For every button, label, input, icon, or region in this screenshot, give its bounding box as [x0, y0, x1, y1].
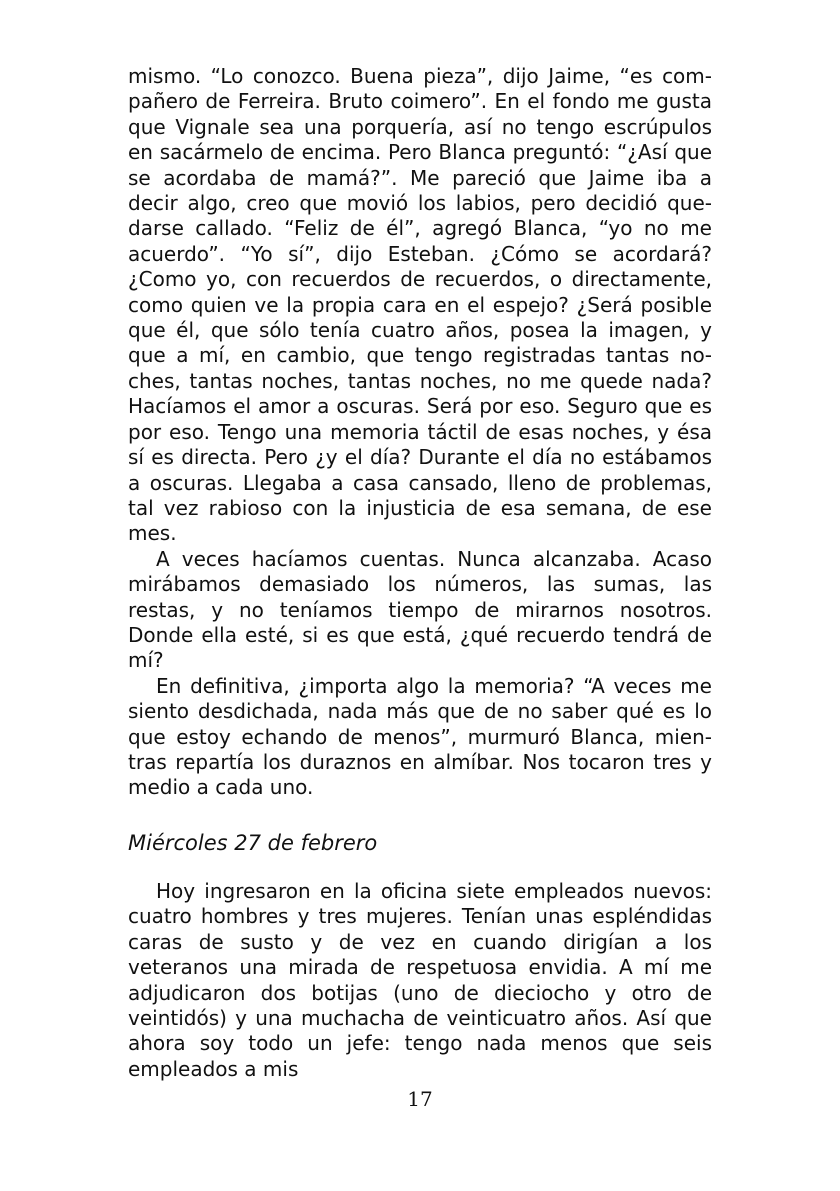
paragraph: Hoy ingresaron en la oficina siete empleados nuevos: cuatro hombres y tres mujeres. Tenían unas espléndidas caras de susto y de vez en cuando dirigían a los veteranos una mirada de respetuosa envidia. A mí me adjudicaron dos botijas (uno de dieciocho y otro de veintidós) y una muchacha de veinticuatro años. Así que ahora soy todo un jefe: tengo nada menos que seis empleados a mis [128, 879, 712, 1081]
continuation-text [128, 64, 712, 801]
paragraph: En definitiva, ¿importa algo la memoria? “A veces me siento desdichada, nada más que de no saber qué es lo que estoy echando de menos”, murmuró Blanca, mientras repartía los duraznos en almíbar. Nos tocaron tres y medio a cada uno. [128, 673, 712, 800]
diary-entry-heading: Miércoles 27 de febrero [128, 831, 378, 855]
paragraph: A veces hacíamos cuentas. Nunca alcanzaba. Acaso mirábamos demasiado los números, las sumas, las restas, y no teníamos tiempo de mirarnos nosotros. Donde ella esté, si es que está, ¿qué recuerdo tendrá de mí? [128, 546, 712, 673]
page-number: 17 [407, 1087, 433, 1111]
diary-entry-text [128, 879, 712, 1082]
paragraph: mismo. “Lo conozco. Buena pieza”, dijo Jaime, “es compañero de Ferreira. Bruto coimero”. En el fondo me gusta que Vignale sea una porquería, así no tengo escrúpulos en sacármelo de encima. Pero Blanca preguntó: “¿Así que se acordaba de mamá?”. Me pareció que Jaime iba a decir algo, creo que movió los labios, pero decidió quedarse callado. “Feliz de él”, agregó Blanca, “yo no me acuerdo”. “Yo sí”, dijo Esteban. ¿Cómo se acordará? ¿Como yo, con recuerdos de recuerdos, o directamente, como quien ve la propia cara en el espejo? ¿Será posible que él, que sólo tenía cuatro años, posea la imagen, y que a mí, en cambio, que tengo registradas tantas noches, tantas noches, tantas noches, no me quede nada? Hacíamos el amor a oscuras. Será por eso. Seguro que es por eso. Tengo una memoria táctil de esas noches, y ésa sí es directa. Pero ¿y el día? Durante el día no estábamos a oscuras. Llegaba a casa cansado, lleno de problemas, tal vez rabioso con la injusticia de esa semana, de ese mes. [128, 64, 712, 546]
